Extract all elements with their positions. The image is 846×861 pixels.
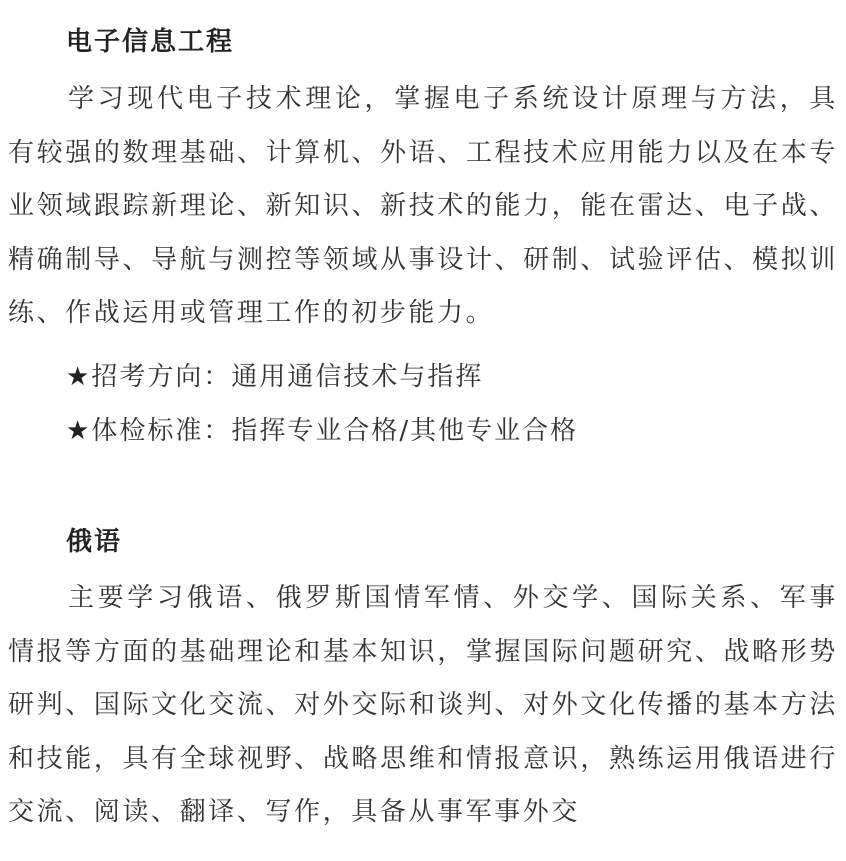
star-icon: ★ [66,416,92,446]
star-icon: ★ [66,362,92,392]
section-description-russian: 主要学习俄语、俄罗斯国情军情、外交学、国际关系、军事情报等方面的基础理论和基本知识，掌握国际问题研究、战略形势研判、国际文化交流、对外交际和谈判、对外文化传播的基本方法和技能，具有全球视野、战略思维和情报意识，熟练运用俄语进行交流、阅读、翻译、写作，具备从事军事外交 [8,583,838,827]
recruit-direction-text: 招考方向：通用通信技术与指挥 [91,362,484,392]
recruit-direction-note [66,357,483,397]
section-title-russian: 俄语 [66,527,123,557]
section-description-electronic-engineering: 学习现代电子技术理论，掌握电子系统设计原理与方法，具有较强的数理基础、计算机、外语、工程技术应用能力以及在本专业领域跟踪新理论、新知识、新技术的能力，能在雷达、电子战、精确制导、导航与测控等领域从事设计、研制、试验评估、模拟训练、作战运用或管理工作的初步能力。 [8,84,838,328]
physical-standard-text: 体检标准：指挥专业合格/其他专业合格 [91,416,579,446]
section-title-electronic-engineering: 电子信息工程 [66,27,235,57]
physical-standard-note [66,411,578,451]
